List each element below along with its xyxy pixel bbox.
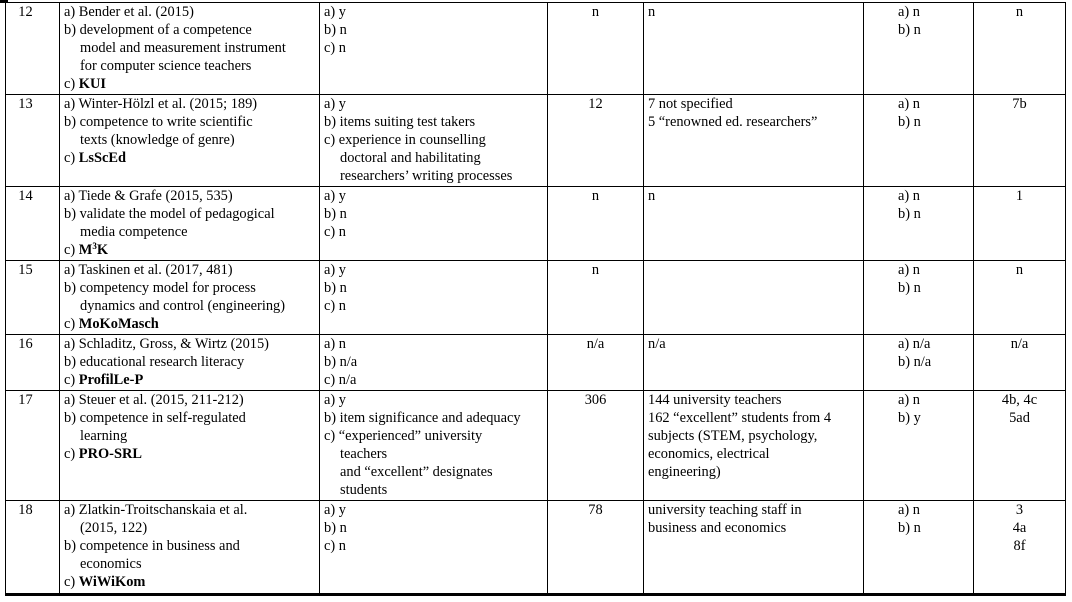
col3-cell (320, 187, 548, 261)
instrument-abbreviation: $M^3K$ (78, 241, 109, 258)
col6-cell (864, 3, 974, 95)
col3-line: a) y (324, 392, 346, 408)
col6-line: a) n (898, 96, 920, 112)
study-line: a) Bender et al. (2015) (64, 4, 194, 20)
col3-line: c) “experienced” university (324, 428, 483, 444)
study-line: learning (80, 428, 128, 444)
col3-line: c) n (324, 298, 346, 314)
col7-cell (974, 501, 1066, 595)
col3-line: doctoral and habilitating (340, 150, 481, 166)
col3-cell (320, 261, 548, 335)
study-cell (60, 501, 320, 595)
col6-cell (864, 95, 974, 187)
col6-cell (864, 187, 974, 261)
count-cell: n (548, 187, 644, 261)
col3-line: a) y (324, 96, 346, 112)
study-line: a) Taskinen et al. (2017, 481) (64, 262, 233, 278)
row-number: 18 (6, 501, 60, 595)
row-number: 15 (6, 261, 60, 335)
study-line: economics (80, 556, 142, 572)
col7-line: n (1015, 4, 1024, 20)
study-line: b) competence in self-regulated (64, 410, 246, 426)
col6-line: a) n (898, 262, 920, 278)
col5-cell (644, 3, 864, 95)
col7-line: 4a (1012, 520, 1027, 536)
col3-line: teachers (340, 446, 388, 462)
col7-cell (974, 95, 1066, 187)
study-line: b) validate the model of pedagogical (64, 206, 275, 222)
instrument-abbreviation: PRO-SRL (78, 446, 142, 462)
study-line: a) Schladitz, Gross, & Wirtz (2015) (64, 336, 269, 352)
col3-line: a) y (324, 262, 346, 278)
study-cell (60, 3, 320, 95)
count-cell: 306 (548, 391, 644, 501)
col3-line: b) n (324, 206, 347, 222)
study-line: a) Zlatkin-Troitschanskaia et al. (64, 502, 248, 518)
col6-line: a) n (898, 4, 920, 20)
instrument-abbreviation: LsScEd (78, 150, 126, 166)
row-number: 13 (6, 95, 60, 187)
col5-line: n/a (648, 336, 666, 352)
col5-line: 7 not specified (648, 96, 733, 112)
col6-line: a) n/a (898, 336, 931, 352)
col3-line: c) n (324, 40, 346, 56)
col7-cell (974, 335, 1066, 391)
col3-line: and “excellent” designates (340, 464, 493, 480)
col5-line: 162 “excellent” students from 4 (648, 410, 832, 426)
col5-line: n (648, 188, 656, 204)
study-cell (60, 261, 320, 335)
study-line: a) Winter-Hölzl et al. (2015; 189) (64, 96, 258, 112)
study-line: texts (knowledge of genre) (80, 132, 235, 148)
col5-line: university teaching staff in (648, 502, 802, 518)
col6-line: b) n (898, 280, 921, 296)
study-line: b) competency model for process (64, 280, 256, 296)
col7-cell (974, 261, 1066, 335)
col5-line: subjects (STEM, psychology, (648, 428, 818, 444)
col7-line: 8f (1013, 538, 1026, 554)
study-line: dynamics and control (engineering) (80, 298, 285, 314)
study-cell (60, 391, 320, 501)
col5-line: engineering) (648, 464, 721, 480)
col7-cell (974, 187, 1066, 261)
col6-line: b) n (898, 114, 921, 130)
table-row (6, 391, 1066, 501)
col3-cell (320, 391, 548, 501)
col3-line: a) n (324, 336, 346, 352)
instrument-abbreviation: WiWiKom (78, 574, 146, 590)
col6-line: b) n (898, 206, 921, 222)
col6-line: a) n (898, 188, 920, 204)
col6-cell (864, 261, 974, 335)
col6-line: b) n (898, 520, 921, 536)
col5-cell (644, 391, 864, 501)
col3-cell (320, 501, 548, 595)
col3-cell (320, 95, 548, 187)
table-row (6, 501, 1066, 595)
study-line: a) Tiede & Grafe (2015, 535) (64, 188, 233, 204)
col5-line: 5 “renowned ed. researchers” (648, 114, 818, 130)
col7-line: 7b (1012, 96, 1027, 112)
table-row (6, 187, 1066, 261)
col5-cell (644, 95, 864, 187)
col3-line: a) y (324, 502, 346, 518)
study-cell (60, 95, 320, 187)
row-number: 16 (6, 335, 60, 391)
col5-cell (644, 501, 864, 595)
col3-line: a) y (324, 4, 346, 20)
table-row (6, 335, 1066, 391)
col3-line: students (340, 482, 388, 498)
study-line: (2015, 122) (80, 520, 148, 536)
col3-line: researchers’ writing processes (340, 168, 513, 184)
count-cell: n (548, 3, 644, 95)
col3-line: a) y (324, 188, 346, 204)
count-cell: 78 (548, 501, 644, 595)
col3-line: c) n/a (324, 372, 357, 388)
col7-line: n/a (1010, 336, 1029, 352)
col6-cell (864, 501, 974, 595)
col7-cell (974, 3, 1066, 95)
count-cell: n (548, 261, 644, 335)
col3-line: b) n/a (324, 354, 358, 370)
study-line: c) WiWiKom (64, 574, 146, 590)
col5-line: 144 university teachers (648, 392, 782, 408)
study-line: b) development of a competence (64, 22, 252, 38)
col5-line: economics, electrical (648, 446, 770, 462)
count-cell: n/a (548, 335, 644, 391)
table-row (6, 261, 1066, 335)
col6-line: b) n (898, 22, 921, 38)
study-cell (60, 187, 320, 261)
study-line: b) competence in business and (64, 538, 240, 554)
col3-line: b) n (324, 520, 347, 536)
table-row (6, 3, 1066, 95)
row-number: 12 (6, 3, 60, 95)
col3-line: c) experience in counselling (324, 132, 486, 148)
study-line: a) Steuer et al. (2015, 211-212) (64, 392, 244, 408)
study-line: b) educational research literacy (64, 354, 245, 370)
col3-line: c) n (324, 538, 346, 554)
study-line: c) ProfilLe-P (64, 372, 144, 388)
study-line: c) PRO-SRL (64, 446, 142, 462)
col6-line: b) n/a (898, 354, 932, 370)
col6-cell (864, 335, 974, 391)
col5-line: n (648, 4, 656, 20)
instrument-abbreviation: MoKoMasch (78, 316, 159, 332)
col7-cell (974, 391, 1066, 501)
study-line: c) LsScEd (64, 150, 126, 166)
study-line: for computer science teachers (80, 58, 252, 74)
col5-line: business and economics (648, 520, 787, 536)
col3-cell (320, 3, 548, 95)
study-line: c) KUI (64, 76, 106, 92)
count-cell: 12 (548, 95, 644, 187)
study-line: c) $M^3K$ (64, 241, 109, 258)
studies-table (5, 2, 1066, 596)
study-line: c) MoKoMasch (64, 316, 159, 332)
study-line: model and measurement instrument (80, 40, 286, 56)
col5-cell (644, 187, 864, 261)
col5-cell (644, 335, 864, 391)
instrument-abbreviation: ProfilLe-P (78, 372, 144, 388)
table-row (6, 95, 1066, 187)
study-line: b) competence to write scientific (64, 114, 253, 130)
col6-cell (864, 391, 974, 501)
col3-line: b) n (324, 22, 347, 38)
col6-line: b) y (898, 410, 921, 426)
col5-cell (644, 261, 864, 335)
col7-line: 3 (1015, 502, 1024, 518)
col3-line: b) n (324, 280, 347, 296)
col7-line: 1 (1015, 188, 1024, 204)
col3-line: b) items suiting test takers (324, 114, 476, 130)
row-number: 14 (6, 187, 60, 261)
col6-line: a) n (898, 392, 920, 408)
col6-line: a) n (898, 502, 920, 518)
col7-line: 5ad (1009, 410, 1030, 426)
col3-line: c) n (324, 224, 346, 240)
col7-line: 4b, 4c (1001, 392, 1038, 408)
col3-cell (320, 335, 548, 391)
instrument-abbreviation: KUI (78, 76, 106, 92)
study-line: media competence (80, 224, 188, 240)
row-number: 17 (6, 391, 60, 501)
col3-line: b) item significance and adequacy (324, 410, 521, 426)
col7-line: n (1015, 262, 1024, 278)
study-cell (60, 335, 320, 391)
